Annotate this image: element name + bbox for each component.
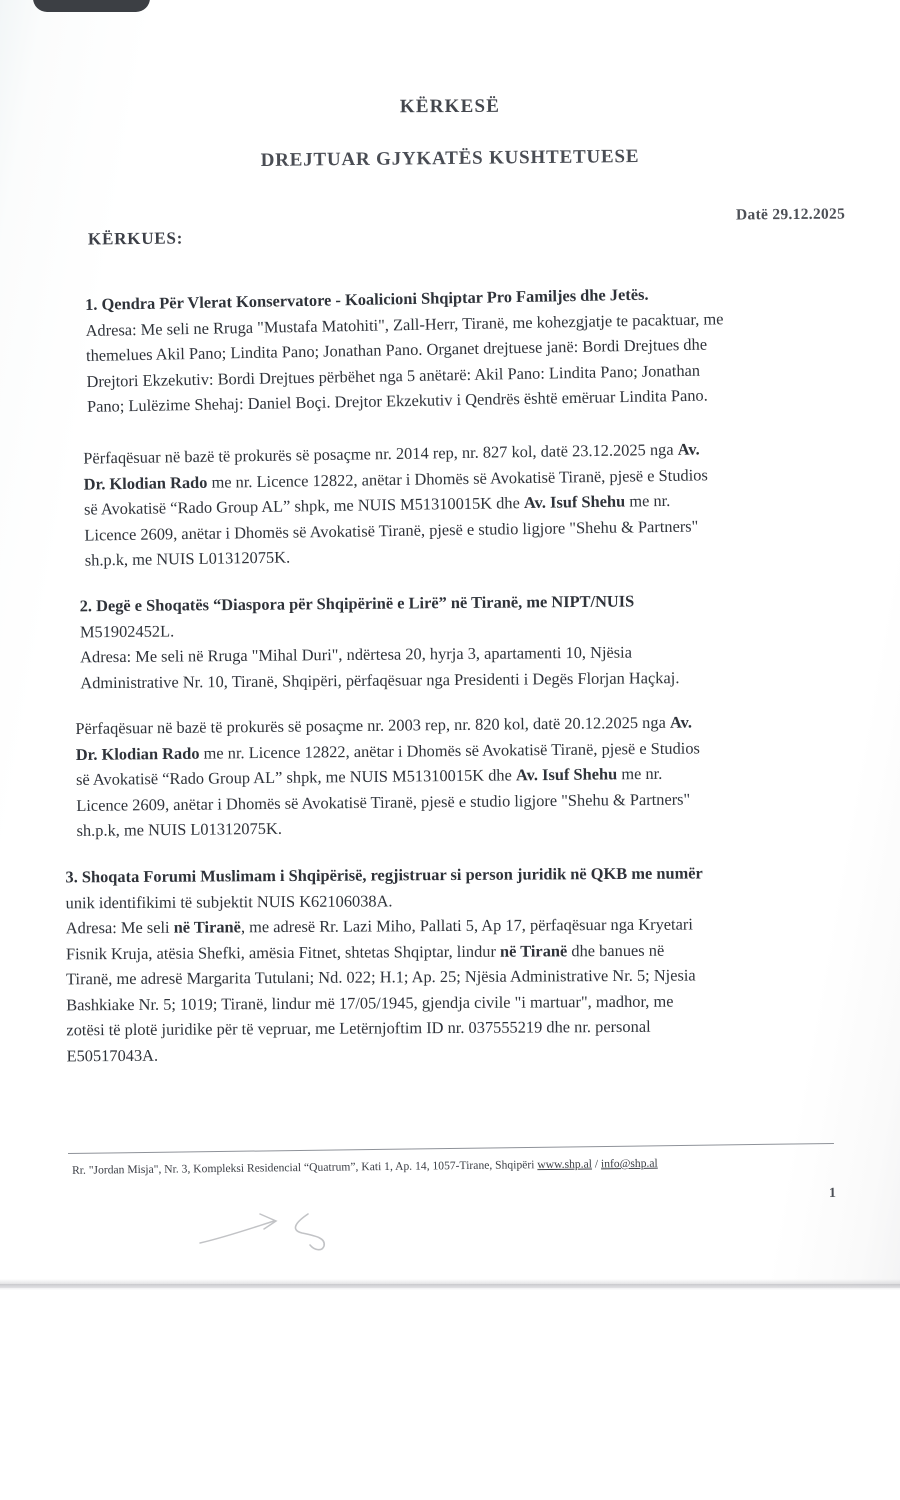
petitioner-1-line: Pano; Lulëzime Shehaj: Daniel Boçi. Drejtor Ekzekutiv i Qendrës është emëruar Lindita Pano. bbox=[86, 385, 708, 416]
page-number: 1 bbox=[828, 1185, 837, 1202]
representation-line: së Avokatisë “Rado Group AL” shpk, me NUIS M51310015K dhe Av. Isuf Shehu me nr. bbox=[75, 763, 663, 789]
petitioner-1-line: themelues Akil Pano; Lindita Pano; Jonathan Pano. Organet drejtuese janë: Bordi Drejtues dhe bbox=[85, 334, 708, 365]
footer-email-link[interactable]: info@shp.al bbox=[600, 1156, 658, 1171]
petitioner-1-representation-block bbox=[83, 434, 837, 573]
petitioner-3-line: Bashkiake Nr. 5; 1019; Tiranë, lindur më 17/05/1945, gjendja civile "i martuar", madhor, me bbox=[66, 991, 674, 1014]
representation-line: sh.p.k, me NUIS L01312075K. bbox=[76, 818, 282, 840]
footer-address-text: Rr. "Jordan Misja", Nr. 3, Kompleksi Residencial “Quatrum”, Kati 1, Ap. 14, 1057-Tirane, Shqipëri bbox=[71, 1158, 538, 1177]
footer-divider bbox=[68, 1143, 834, 1154]
petitioner-1-line: Adresa: Me seli ne Rruga "Mustafa Matohiti", Zall-Herr, Tiranë, me kohezgjatje te pacaktuar, me bbox=[85, 308, 724, 340]
petitioner-2-line: Adresa: Me seli në Rruga "Mihal Duri", ndërtesa 20, hyrja 3, apartamenti 10, Njësia bbox=[80, 642, 633, 667]
petitioner-3-block bbox=[65, 860, 834, 1069]
petitioner-3-line: zotësi të plotë juridike për të vepruar, me Letërnjoftim ID nr. 037555219 dhe nr. personal bbox=[66, 1016, 651, 1040]
petitioner-2-heading: 2. Degë e Shoqatës “Diaspora për Shqipërinë e Lirë” në Tiranë, me NIPT/NUIS bbox=[79, 591, 635, 616]
representation-line: Dr. Klodian Rado me nr. Licence 12822, anëtar i Dhomës së Avokatisë Tiranë, pjesë e Studios bbox=[83, 464, 708, 494]
status-bar-pill-overlay bbox=[33, 0, 150, 12]
petitioner-1-block bbox=[85, 278, 845, 419]
petitioner-3-line: Fisnik Kruja, atësia Shefki, amësia Fitnet, shtetas Shqiptar, lindur në Tiranë dhe banues në bbox=[65, 940, 665, 963]
petitioner-3-nuis: unik identifikimi të subjektit NUIS K62106038A. bbox=[65, 890, 393, 912]
petitioner-1-heading: 1. Qendra Për Vlerat Konservatore - Koalicioni Shqiptar Pro Familjes dhe Jetës. bbox=[84, 284, 649, 314]
representation-line: Licence 2609, anëtar i Dhomës së Avokatisë Tiranë, pjesë e studio ligjore "Shehu & Partners" bbox=[84, 515, 699, 545]
petitioner-2-representation-block bbox=[75, 708, 832, 843]
petitioner-1-line: Drejtori Ekzekutiv: Bordi Drejtues përbëhet nga 5 anëtarë: Akil Pano: Lindita Pano; Jonathan bbox=[86, 360, 701, 391]
faint-scan-artifacts bbox=[730, 1333, 850, 1349]
footer-website-link[interactable]: www.shp.al bbox=[537, 1157, 593, 1172]
representation-line: sh.p.k, me NUIS L01312075K. bbox=[84, 547, 291, 570]
petitioner-3-line: Tiranë, me adresë Margarita Tutulani; Nd. 022; H.1; Ap. 25; Njësia Administrative Nr. 5; Njesia bbox=[66, 965, 696, 989]
representation-line: Dr. Klodian Rado me nr. Licence 12822, anëtar i Dhomës së Avokatisë Tiranë, pjesë e Studios bbox=[75, 737, 700, 764]
representation-line: së Avokatisë “Rado Group AL” shpk, me NUIS M51310015K dhe Av. Isuf Shehu me nr. bbox=[83, 490, 671, 519]
petitioner-2-line: Administrative Nr. 10, Tiranë, Shqipëri, përfaqësuar nga Presidenti i Degës Florjan Haçkaj. bbox=[80, 667, 680, 692]
handwritten-signature-icon bbox=[190, 1196, 390, 1266]
petitioner-2-nuis: M51902452L. bbox=[79, 620, 175, 641]
representation-line: Licence 2609, anëtar i Dhomës së Avokatisë Tiranë, pjesë e studio ligjore "Shehu & Partners" bbox=[76, 789, 691, 815]
footer-address-bar bbox=[72, 1153, 862, 1178]
document-subtitle: DREJTUAR GJYKATËS KUSHTETUESE bbox=[260, 146, 640, 171]
petitioner-3-line: E50517043A. bbox=[66, 1045, 159, 1065]
representation-line: Përfaqësuar në bazë të prokurës së posaçme nr. 2003 rep, nr. 820 kol, datë 20.12.2025 nga Av. bbox=[75, 712, 693, 738]
petitioner-3-heading: 3. Shoqata Forumi Muslimam i Shqipërisë, regjistruar si person juridik në QKB me numër bbox=[65, 863, 703, 887]
below-page-area bbox=[0, 1290, 900, 1500]
footer-separator: / bbox=[591, 1157, 602, 1171]
representation-line: Përfaqësuar në bazë të prokurës së posaçme nr. 2014 rep, nr. 827 kol, datë 23.12.2025 nga Av. bbox=[83, 439, 700, 468]
document-title: KËRKESË bbox=[399, 95, 501, 118]
petitioners-label: KËRKUES: bbox=[87, 228, 184, 249]
petitioner-3-line: Adresa: Me seli në Tiranë, me adresë Rr. Lazi Miho, Pallati 5, Ap 17, përfaqësuar nga Kryetari bbox=[65, 914, 693, 938]
document-date: Datë 29.12.2025 bbox=[735, 205, 846, 224]
petitioner-2-block bbox=[80, 587, 841, 696]
